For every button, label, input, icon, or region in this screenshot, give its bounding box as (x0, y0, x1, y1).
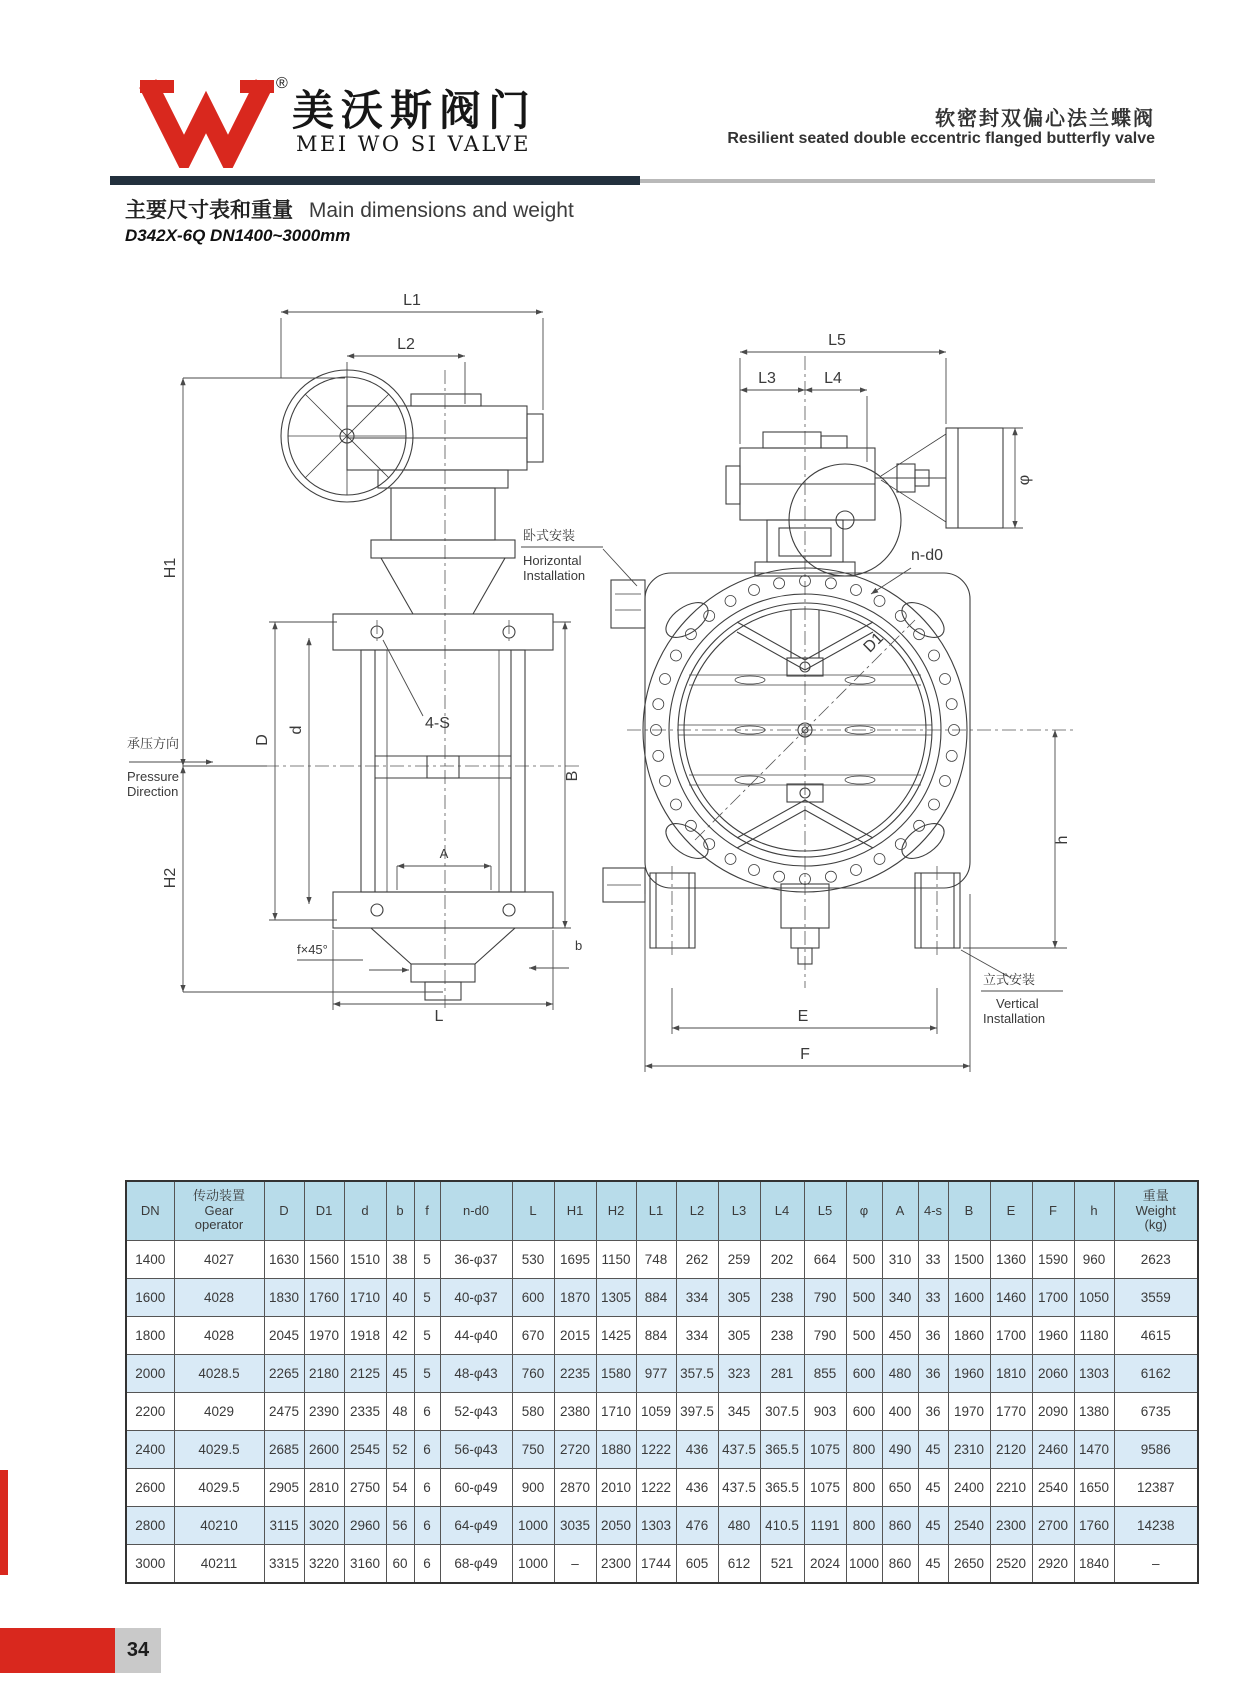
table-cell: 1500 (948, 1241, 990, 1279)
table-cell: 6 (414, 1507, 440, 1545)
table-row (126, 1545, 1198, 1584)
table-cell: 436 (676, 1469, 718, 1507)
table-cell: 281 (760, 1355, 804, 1393)
table-cell: 42 (386, 1317, 414, 1355)
table-cell: 903 (804, 1393, 846, 1431)
table-row (126, 1393, 1198, 1431)
table-cell: 33 (918, 1241, 948, 1279)
table-header-cell: n-d0 (440, 1181, 512, 1241)
table-cell: 1400 (126, 1241, 174, 1279)
vertical-installation-en2: Installation (983, 1011, 1046, 1026)
table-cell: 1918 (344, 1317, 386, 1355)
table-cell: 6162 (1114, 1355, 1198, 1393)
table-header-cell: φ (846, 1181, 882, 1241)
dim-label-F: F (800, 1046, 810, 1063)
dim-label-phi: φ (1016, 474, 1033, 486)
table-row (126, 1279, 1198, 1317)
table-cell: 1222 (636, 1431, 676, 1469)
table-row (126, 1241, 1198, 1279)
footer-red-block (0, 1628, 115, 1673)
table-cell: 2335 (344, 1393, 386, 1431)
table-header-cell: H1 (554, 1181, 596, 1241)
table-cell: 307.5 (760, 1393, 804, 1431)
table-cell: 437.5 (718, 1431, 760, 1469)
table-cell: 2120 (990, 1431, 1032, 1469)
table-cell: 2475 (264, 1393, 304, 1431)
dim-label-A: A (439, 846, 449, 861)
table-cell: 305 (718, 1279, 760, 1317)
table-cell: 40210 (174, 1507, 264, 1545)
table-cell: 60 (386, 1545, 414, 1584)
table-cell: 500 (846, 1279, 882, 1317)
left-red-stripe (0, 1470, 8, 1575)
table-cell: 365.5 (760, 1431, 804, 1469)
table-cell: 3035 (554, 1507, 596, 1545)
table-cell: 40 (386, 1279, 414, 1317)
table-cell: 2600 (126, 1469, 174, 1507)
dim-label-E: E (797, 1008, 809, 1025)
table-cell: 480 (882, 1355, 918, 1393)
table-cell: 45 (918, 1469, 948, 1507)
table-cell: 670 (512, 1317, 554, 1355)
table-row (126, 1355, 1198, 1393)
table-cell: 860 (882, 1545, 918, 1584)
table-cell: 45 (386, 1355, 414, 1393)
table-header-cell: b (386, 1181, 414, 1241)
table-cell: 44-φ40 (440, 1317, 512, 1355)
table-row (126, 1317, 1198, 1355)
table-cell: 38 (386, 1241, 414, 1279)
table-cell: 1222 (636, 1469, 676, 1507)
table-cell: 45 (918, 1545, 948, 1584)
table-cell: 1580 (596, 1355, 636, 1393)
table-cell: 6 (414, 1431, 440, 1469)
table-cell: 1960 (1032, 1317, 1074, 1355)
table-cell: 1960 (948, 1355, 990, 1393)
table-cell: 1050 (1074, 1279, 1114, 1317)
table-cell: 605 (676, 1545, 718, 1584)
table-header-cell: L5 (804, 1181, 846, 1241)
table-cell: 345 (718, 1393, 760, 1431)
table-header-cell: L2 (676, 1181, 718, 1241)
table-cell: 2235 (554, 1355, 596, 1393)
table-cell: 68-φ49 (440, 1545, 512, 1584)
table-cell: 54 (386, 1469, 414, 1507)
table-cell: 1650 (1074, 1469, 1114, 1507)
table-cell: 480 (718, 1507, 760, 1545)
brand-name-en: MEI WO SI VALVE (296, 132, 531, 156)
table-cell: 500 (846, 1317, 882, 1355)
table-cell: 977 (636, 1355, 676, 1393)
table-cell: 2960 (344, 1507, 386, 1545)
table-cell: 664 (804, 1241, 846, 1279)
table-cell: 3020 (304, 1507, 344, 1545)
table-cell: 476 (676, 1507, 718, 1545)
table-cell: 305 (718, 1317, 760, 1355)
brand-name-cn: 美沃斯阀门 (292, 86, 538, 135)
dim-label-h2: H2 (162, 867, 179, 889)
table-cell: 310 (882, 1241, 918, 1279)
table-cell: 960 (1074, 1241, 1114, 1279)
registered-mark: ® (276, 75, 288, 92)
table-cell: 2300 (990, 1507, 1032, 1545)
table-cell: 600 (846, 1393, 882, 1431)
table-cell: 52 (386, 1431, 414, 1469)
table-cell: 4615 (1114, 1317, 1198, 1355)
table-header-cell: h (1074, 1181, 1114, 1241)
table-cell: 500 (846, 1241, 882, 1279)
dim-label-h: h (1054, 835, 1071, 845)
table-header-cell: D (264, 1181, 304, 1241)
table-cell: 1590 (1032, 1241, 1074, 1279)
table-row (126, 1507, 1198, 1545)
table-cell: 1840 (1074, 1545, 1114, 1584)
table-cell: 3315 (264, 1545, 304, 1584)
table-cell: 45 (918, 1431, 948, 1469)
table-cell: 2920 (1032, 1545, 1074, 1584)
table-cell: 4028 (174, 1279, 264, 1317)
table-cell: 6 (414, 1393, 440, 1431)
table-cell: 334 (676, 1279, 718, 1317)
table-cell: 800 (846, 1507, 882, 1545)
table-cell: 760 (512, 1355, 554, 1393)
dim-label-l2: L2 (397, 336, 415, 353)
table-cell: 1870 (554, 1279, 596, 1317)
table-cell: 2300 (596, 1545, 636, 1584)
table-cell: 1630 (264, 1241, 304, 1279)
table-cell: 1360 (990, 1241, 1032, 1279)
table-cell: 36 (918, 1317, 948, 1355)
dim-label-D1: D1 (860, 629, 888, 657)
table-cell: 2623 (1114, 1241, 1198, 1279)
table-header-cell: D1 (304, 1181, 344, 1241)
table-cell: 2540 (1032, 1469, 1074, 1507)
table-cell: 1303 (1074, 1355, 1114, 1393)
table-cell: 1380 (1074, 1393, 1114, 1431)
table-cell: 410.5 (760, 1507, 804, 1545)
table-header-cell: 传动装置 Gear operator (174, 1181, 264, 1241)
table-cell: 2015 (554, 1317, 596, 1355)
dim-label-l1: L1 (403, 292, 421, 309)
table-cell: 400 (882, 1393, 918, 1431)
table-cell: 6 (414, 1545, 440, 1584)
table-cell: 45 (918, 1507, 948, 1545)
table-cell: 4029.5 (174, 1469, 264, 1507)
table-cell: 790 (804, 1279, 846, 1317)
table-cell: 1191 (804, 1507, 846, 1545)
dim-label-d: d (288, 725, 305, 735)
table-cell: 884 (636, 1317, 676, 1355)
table-cell: 1970 (304, 1317, 344, 1355)
table-cell: – (554, 1545, 596, 1584)
table-cell: 2750 (344, 1469, 386, 1507)
dim-label-h1: H1 (162, 557, 179, 579)
table-cell: 4029 (174, 1393, 264, 1431)
table-cell: 2905 (264, 1469, 304, 1507)
dim-label-l3: L3 (758, 370, 776, 387)
table-header-cell: f (414, 1181, 440, 1241)
table-cell: 2870 (554, 1469, 596, 1507)
table-cell: 6 (414, 1469, 440, 1507)
table-cell: 436 (676, 1431, 718, 1469)
dim-label-L: L (434, 1008, 444, 1023)
table-cell: 1760 (304, 1279, 344, 1317)
table-cell: 1303 (636, 1507, 676, 1545)
section-title-cn: 主要尺寸表和重量 (125, 199, 293, 222)
table-cell: 1860 (948, 1317, 990, 1355)
table-cell: 1075 (804, 1469, 846, 1507)
horizontal-installation-en2: Installation (523, 568, 586, 583)
table-header-cell: L1 (636, 1181, 676, 1241)
pressure-direction-cn: 承压方向 (127, 736, 180, 751)
table-cell: 3115 (264, 1507, 304, 1545)
dim-label-fx45: f×45° (297, 942, 328, 957)
table-cell: 357.5 (676, 1355, 718, 1393)
table-row (126, 1431, 1198, 1469)
table-cell: 202 (760, 1241, 804, 1279)
table-cell: 748 (636, 1241, 676, 1279)
table-header-cell: d (344, 1181, 386, 1241)
table-cell: 790 (804, 1317, 846, 1355)
table-cell: 1970 (948, 1393, 990, 1431)
table-header-cell: A (882, 1181, 918, 1241)
table-cell: 2000 (126, 1355, 174, 1393)
table-cell: 2010 (596, 1469, 636, 1507)
table-cell: 2200 (126, 1393, 174, 1431)
table-header-cell: L (512, 1181, 554, 1241)
table-cell: 52-φ43 (440, 1393, 512, 1431)
table-cell: 2460 (1032, 1431, 1074, 1469)
dim-label-B: B (564, 770, 581, 782)
table-cell: 4028 (174, 1317, 264, 1355)
table-cell: 56 (386, 1507, 414, 1545)
table-cell: 36 (918, 1393, 948, 1431)
table-cell: 1880 (596, 1431, 636, 1469)
table-cell: 1760 (1074, 1507, 1114, 1545)
table-cell: 2045 (264, 1317, 304, 1355)
table-cell: 2650 (948, 1545, 990, 1584)
table-cell: – (1114, 1545, 1198, 1584)
table-header-cell: 重量 Weight (kg) (1114, 1181, 1198, 1241)
vertical-installation-en1: Vertical (996, 996, 1039, 1011)
table-header-cell: 4-s (918, 1181, 948, 1241)
table-cell: 521 (760, 1545, 804, 1584)
table-cell: 2180 (304, 1355, 344, 1393)
table-cell: 56-φ43 (440, 1431, 512, 1469)
table-cell: 1695 (554, 1241, 596, 1279)
table-cell: 5 (414, 1317, 440, 1355)
table-header-cell: E (990, 1181, 1032, 1241)
table-cell: 2125 (344, 1355, 386, 1393)
table-cell: 600 (846, 1355, 882, 1393)
table-cell: 860 (882, 1507, 918, 1545)
table-cell: 3559 (1114, 1279, 1198, 1317)
table-cell: 530 (512, 1241, 554, 1279)
table-cell: 2700 (1032, 1507, 1074, 1545)
table-cell: 1700 (990, 1317, 1032, 1355)
table-cell: 2050 (596, 1507, 636, 1545)
table-cell: 238 (760, 1279, 804, 1317)
table-cell: 1510 (344, 1241, 386, 1279)
table-cell: 9586 (1114, 1431, 1198, 1469)
table-cell: 33 (918, 1279, 948, 1317)
table-cell: 450 (882, 1317, 918, 1355)
table-cell: 4029.5 (174, 1431, 264, 1469)
page-number: 34 (115, 1628, 161, 1673)
table-cell: 48 (386, 1393, 414, 1431)
dimensions-table (125, 1180, 1199, 1584)
table-cell: 40211 (174, 1545, 264, 1584)
table-cell: 1830 (264, 1279, 304, 1317)
table-cell: 36-φ37 (440, 1241, 512, 1279)
table-cell: 1710 (344, 1279, 386, 1317)
product-title-en: Resilient seated double eccentric flanged butterfly valve (727, 130, 1155, 147)
table-cell: 650 (882, 1469, 918, 1507)
table-cell: 2380 (554, 1393, 596, 1431)
table-cell: 2685 (264, 1431, 304, 1469)
table-cell: 64-φ49 (440, 1507, 512, 1545)
table-cell: 323 (718, 1355, 760, 1393)
table-cell: 6735 (1114, 1393, 1198, 1431)
table-cell: 1000 (512, 1545, 554, 1584)
dim-label-4s: 4-S (425, 715, 450, 732)
model-range: D342X-6Q DN1400~3000mm (125, 226, 351, 245)
table-cell: 1000 (846, 1545, 882, 1584)
table-cell: 855 (804, 1355, 846, 1393)
table-cell: 2390 (304, 1393, 344, 1431)
dimensions-table-wrap (125, 1180, 1176, 1584)
table-cell: 800 (846, 1431, 882, 1469)
table-cell: 800 (846, 1469, 882, 1507)
table-cell: 490 (882, 1431, 918, 1469)
table-cell: 60-φ49 (440, 1469, 512, 1507)
table-cell: 1600 (126, 1279, 174, 1317)
table-cell: 1305 (596, 1279, 636, 1317)
table-header-cell: L3 (718, 1181, 760, 1241)
table-header-cell: H2 (596, 1181, 636, 1241)
dim-label-l5: L5 (828, 332, 846, 349)
product-title-cn: 软密封双偏心法兰蝶阀 (935, 108, 1155, 130)
section-title-en: Main dimensions and weight (308, 199, 574, 222)
dim-label-D: D (254, 734, 271, 746)
table-row (126, 1469, 1198, 1507)
horizontal-installation-en1: Horizontal (523, 553, 582, 568)
pressure-direction-en1: Pressure (127, 769, 180, 784)
table-cell: 2600 (304, 1431, 344, 1469)
table-header-cell: L4 (760, 1181, 804, 1241)
table-cell: 1180 (1074, 1317, 1114, 1355)
right-drawing-front-view (515, 328, 1175, 1103)
table-header-cell: DN (126, 1181, 174, 1241)
table-cell: 750 (512, 1431, 554, 1469)
table-cell: 612 (718, 1545, 760, 1584)
table-header-cell: B (948, 1181, 990, 1241)
table-cell: 2400 (948, 1469, 990, 1507)
table-cell: 1560 (304, 1241, 344, 1279)
table-cell: 262 (676, 1241, 718, 1279)
table-cell: 1460 (990, 1279, 1032, 1317)
table-cell: 36 (918, 1355, 948, 1393)
dim-label-b: b (575, 938, 583, 953)
table-cell: 2800 (126, 1507, 174, 1545)
vertical-installation-cn: 立式安装 (983, 972, 1036, 987)
table-cell: 40-φ37 (440, 1279, 512, 1317)
table-cell: 259 (718, 1241, 760, 1279)
table-cell: 1150 (596, 1241, 636, 1279)
table-cell: 2520 (990, 1545, 1032, 1584)
table-cell: 12387 (1114, 1469, 1198, 1507)
table-cell: 1810 (990, 1355, 1032, 1393)
header-divider-navy (110, 176, 640, 185)
table-cell: 334 (676, 1317, 718, 1355)
table-cell: 1425 (596, 1317, 636, 1355)
table-cell: 5 (414, 1241, 440, 1279)
table-cell: 2540 (948, 1507, 990, 1545)
table-cell: 1700 (1032, 1279, 1074, 1317)
table-cell: 5 (414, 1279, 440, 1317)
table-cell: 48-φ43 (440, 1355, 512, 1393)
table-body (126, 1241, 1198, 1584)
table-cell: 4028.5 (174, 1355, 264, 1393)
table-cell: 1075 (804, 1431, 846, 1469)
table-cell: 365.5 (760, 1469, 804, 1507)
table-cell: 1059 (636, 1393, 676, 1431)
table-cell: 2024 (804, 1545, 846, 1584)
table-cell: 884 (636, 1279, 676, 1317)
section-title (125, 194, 574, 224)
table-cell: 4027 (174, 1241, 264, 1279)
table-cell: 14238 (1114, 1507, 1198, 1545)
table-cell: 2400 (126, 1431, 174, 1469)
table-cell: 238 (760, 1317, 804, 1355)
horizontal-installation-cn: 卧式安装 (523, 528, 576, 543)
table-cell: 2090 (1032, 1393, 1074, 1431)
table-cell: 2720 (554, 1431, 596, 1469)
table-cell: 3220 (304, 1545, 344, 1584)
table-cell: 1600 (948, 1279, 990, 1317)
table-cell: 2210 (990, 1469, 1032, 1507)
table-cell: 5 (414, 1355, 440, 1393)
pressure-direction-en2: Direction (127, 784, 179, 799)
table-cell: 437.5 (718, 1469, 760, 1507)
table-cell: 3160 (344, 1545, 386, 1584)
table-cell: 1770 (990, 1393, 1032, 1431)
table-cell: 900 (512, 1469, 554, 1507)
table-cell: 2545 (344, 1431, 386, 1469)
table-cell: 580 (512, 1393, 554, 1431)
table-cell: 1470 (1074, 1431, 1114, 1469)
dim-label-l4: L4 (824, 370, 842, 387)
table-cell: 3000 (126, 1545, 174, 1584)
table-cell: 2810 (304, 1469, 344, 1507)
header-divider-gray (640, 179, 1155, 183)
dim-label-nd0: n-d0 (911, 547, 944, 564)
table-cell: 600 (512, 1279, 554, 1317)
brand-logo-icon (136, 70, 294, 168)
table-cell: 1710 (596, 1393, 636, 1431)
table-cell: 1000 (512, 1507, 554, 1545)
table-head (126, 1181, 1198, 1241)
table-cell: 2265 (264, 1355, 304, 1393)
table-cell: 2310 (948, 1431, 990, 1469)
table-header-cell: F (1032, 1181, 1074, 1241)
table-cell: 2060 (1032, 1355, 1074, 1393)
table-cell: 1744 (636, 1545, 676, 1584)
table-cell: 397.5 (676, 1393, 718, 1431)
table-cell: 340 (882, 1279, 918, 1317)
table-cell: 1800 (126, 1317, 174, 1355)
